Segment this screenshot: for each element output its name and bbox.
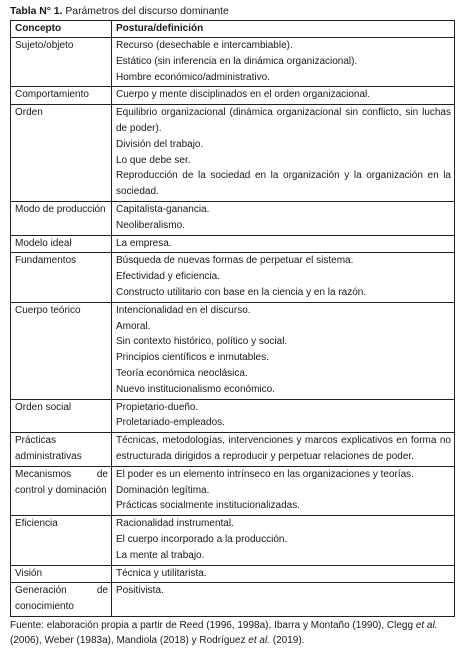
concept-cell: Mecanismos de control y dominación xyxy=(11,466,112,515)
source-etal-2: et al. xyxy=(248,635,270,647)
table-body xyxy=(11,38,455,617)
concept-cell: Cuerpo teórico xyxy=(11,302,112,399)
definition-line: Sin contexto histórico, político y social. xyxy=(116,336,288,348)
definition-line: Equilibrio organizacional (dinámica organizacional sin conflicto, sin luchas de poder). xyxy=(116,107,451,134)
definition-line: Intencionalidad en el discurso. xyxy=(116,304,251,316)
header-concept: Concepto xyxy=(11,21,112,38)
definition-cell xyxy=(112,201,455,235)
definition-line: Técnicas, metodologías, intervenciones y marcos explicativos en forma no estructurada dirigidos a reproducir y perpetuar relaciones de poder. xyxy=(116,435,451,462)
definition-line: Principios científicos e inmutables. xyxy=(116,352,269,364)
definition-cell xyxy=(112,399,455,433)
discourse-table xyxy=(10,20,455,617)
definition-line: Efectividad y eficiencia. xyxy=(116,271,220,283)
definition-cell xyxy=(112,516,455,565)
definition-cell xyxy=(112,38,455,87)
definition-line: Racionalidad instrumental. xyxy=(116,518,234,530)
definition-line: Nuevo institucionalismo económico. xyxy=(116,383,275,395)
caption-text: Parámetros del discurso dominante xyxy=(62,6,229,17)
definition-line: Constructo utilitario con base en la ciencia y en la razón. xyxy=(116,286,367,298)
definition-line: Teoría económica neoclásica. xyxy=(116,367,248,379)
definition-line: La mente al trabajo. xyxy=(116,549,205,561)
definition-cell xyxy=(112,433,455,467)
definition-cell xyxy=(112,583,455,617)
table-row xyxy=(11,87,455,105)
source-text-3: (2019). xyxy=(269,635,305,647)
concept-cell: Orden xyxy=(11,105,112,202)
definition-cell xyxy=(112,466,455,515)
header-definition: Postura/definición xyxy=(112,21,455,38)
definition-line: Búsqueda de nuevas formas de perpetuar el sistema. xyxy=(116,255,354,267)
definition-line: El cuerpo incorporado a la producción. xyxy=(116,533,288,545)
definition-line: Reproducción de la sociedad en la organización y la organización en la sociedad. xyxy=(116,170,451,198)
concept-cell: Comportamiento xyxy=(11,87,112,105)
definition-line: La empresa. xyxy=(116,237,172,249)
table-row xyxy=(11,253,455,302)
definition-cell xyxy=(112,302,455,399)
definition-line: Positivista. xyxy=(116,585,164,597)
table-row xyxy=(11,38,455,87)
definition-line: Cuerpo y mente disciplinados en el orden organizacional. xyxy=(116,89,371,101)
definition-line: Hombre económico/administrativo. xyxy=(116,71,270,83)
concept-cell: Eficiencia xyxy=(11,516,112,565)
concept-cell: Modo de producción xyxy=(11,201,112,235)
definition-cell xyxy=(112,565,455,583)
table-row xyxy=(11,466,455,515)
definition-line: Neoliberalismo. xyxy=(116,219,185,231)
table-row xyxy=(11,565,455,583)
table-row xyxy=(11,302,455,399)
definition-line: Lo que debe ser. xyxy=(116,154,191,166)
table-row xyxy=(11,399,455,433)
table-row xyxy=(11,433,455,467)
concept-cell: Sujeto/objeto xyxy=(11,38,112,87)
definition-line: Capitalista-ganancia. xyxy=(116,203,210,215)
table-row xyxy=(11,583,455,617)
concept-cell: Fundamentos xyxy=(11,253,112,302)
table-header-row xyxy=(11,21,455,38)
source-note xyxy=(10,618,454,649)
concept-cell: Generación de conocimiento xyxy=(11,583,112,617)
definition-line: Estático (sin inferencia en la dinámica organizacional). xyxy=(116,55,358,67)
table-row xyxy=(11,105,455,202)
definition-cell xyxy=(112,253,455,302)
definition-line: Amoral. xyxy=(116,320,151,332)
definition-line: Recurso (desechable e intercambiable). xyxy=(116,40,293,51)
definition-line: Dominación legítima. xyxy=(116,484,210,496)
document-page xyxy=(10,5,454,649)
definition-line: Técnica y utilitarista. xyxy=(116,567,207,579)
table-row xyxy=(11,516,455,565)
definition-cell xyxy=(112,235,455,253)
table-row xyxy=(11,235,455,253)
definition-line: El poder es un elemento intrínseco en las organizaciones y teorías. xyxy=(116,468,414,480)
concept-cell: Modelo ideal xyxy=(11,235,112,253)
concept-cell: Orden social xyxy=(11,399,112,433)
source-text-1: Fuente: elaboración propia a partir de Reed (1996, 1998a), Ibarra y Montaño (1990), Clegg xyxy=(10,619,416,631)
concept-cell: Visión xyxy=(11,565,112,583)
definition-cell xyxy=(112,87,455,105)
source-etal-1: et al. xyxy=(415,619,438,631)
table-caption xyxy=(10,5,454,20)
definition-line: Prácticas socialmente institucionalizadas. xyxy=(116,500,300,512)
concept-cell: Prácticas administrativas xyxy=(11,433,112,467)
source-text-2: (2006), Weber (1983a), Mandiola (2018) y Rodríguez xyxy=(10,635,249,647)
definition-line: Proletariado-empleados. xyxy=(116,417,225,429)
table-row xyxy=(11,201,455,235)
caption-label: Tabla N° 1. xyxy=(10,6,63,17)
definition-line: División del trabajo. xyxy=(116,138,204,150)
definition-cell xyxy=(112,105,455,202)
definition-line: Propietario-dueño. xyxy=(116,401,199,413)
